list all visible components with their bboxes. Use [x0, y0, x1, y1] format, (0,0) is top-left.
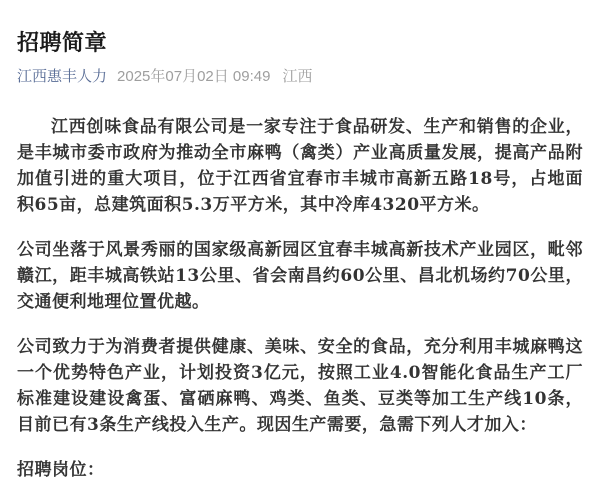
- publish-location: 江西: [282, 68, 313, 85]
- paragraph-investment-info: 公司致力于为消费者提供健康、美味、安全的食品，充分利用丰城麻鸭这一个优势特色产业，计划投资3亿元，按照工业4.0智能化食品生产工厂标准建设建设禽蛋、富硒麻鸭、鸡类、鱼类、豆类等加工生产线10条，目前已有3条生产线投入生产。现因生产需要，急需下列人才加入：: [17, 337, 583, 435]
- article-title: 招聘简章: [17, 30, 108, 55]
- paragraph-location-info: 公司坐落于风景秀丽的国家级高新园区宜春丰城高新技术产业园区，毗邻赣江，距丰城高铁站13公里、省会南昌约60公里、昌北机场约70公里，交通便利地理位置优越。: [17, 240, 583, 312]
- paragraph-company-intro: 江西创味食品有限公司是一家专注于食品研发、生产和销售的企业，是丰城市委市政府为推动全市麻鸭（禽类）产业高质量发展，提高产品附加值引进的重大项目，位于江西省宜春市丰城市高新五路18号，占地面积65亩，总建筑面积5.3万平方米，其中冷库4320平方米。: [17, 117, 583, 215]
- paragraph-positions-heading: 招聘岗位：: [17, 460, 105, 480]
- publish-date: 2025年07月02日 09:49: [117, 68, 271, 85]
- article-body: [17, 114, 583, 483]
- account-name-link[interactable]: 江西惠丰人力: [17, 68, 108, 85]
- byline: [17, 67, 583, 87]
